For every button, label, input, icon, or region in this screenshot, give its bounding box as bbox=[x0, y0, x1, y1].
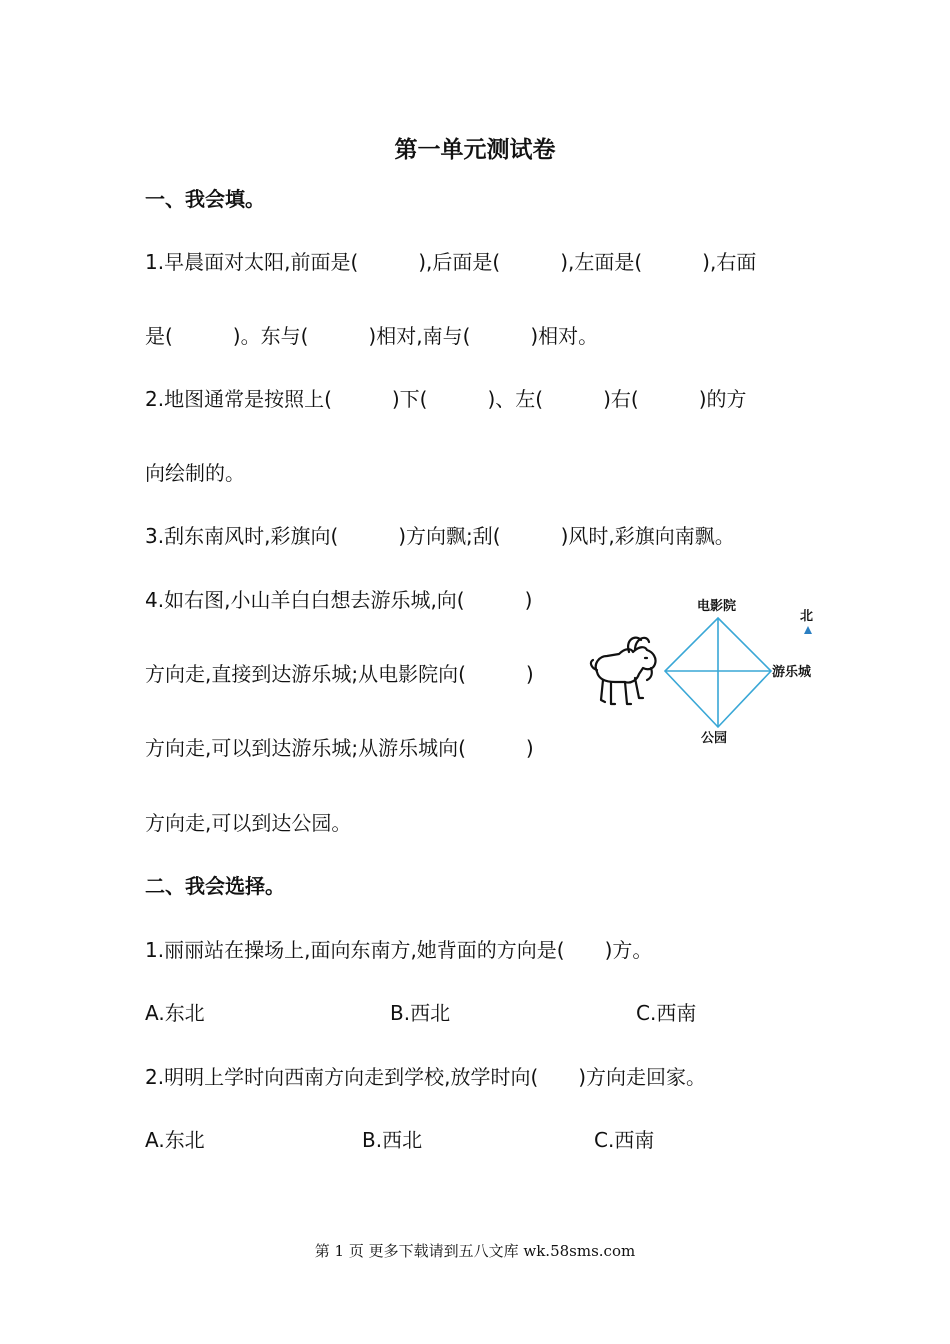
q4-line4: 方向走,可以到达公园。 bbox=[145, 811, 352, 835]
north-arrow-icon bbox=[804, 626, 812, 634]
choice-q1-option-b: B.西北 bbox=[390, 1001, 451, 1025]
section2-heading: 二、我会选择。 bbox=[145, 874, 285, 898]
label-amusement-park: 游乐城 bbox=[772, 665, 812, 680]
choice-q2-option-a: A.东北 bbox=[145, 1128, 205, 1152]
q1-line1: 1.早晨面对太阳,前面是( ),后面是( ),左面是( ),右面 bbox=[145, 250, 757, 274]
q3-line1: 3.刮东南风时,彩旗向( )方向飘;刮( )风时,彩旗向南飘。 bbox=[145, 524, 735, 548]
page-title: 第一单元测试卷 bbox=[394, 136, 556, 163]
label-park: 公园 bbox=[701, 731, 728, 746]
direction-diagram bbox=[585, 590, 825, 750]
label-cinema: 电影院 bbox=[697, 599, 737, 614]
choice-q2: 2.明明上学时向西南方向走到学校,放学时向( )方向走回家。 bbox=[145, 1065, 707, 1089]
q4-line1: 4.如右图,小山羊白白想去游乐城,向( ) bbox=[145, 588, 533, 612]
page-footer: 第 1 页 更多下载请到五八文库 wk.58sms.com bbox=[314, 1242, 636, 1260]
q2-line1: 2.地图通常是按照上( )下( )、左( )右( )的方 bbox=[145, 387, 747, 411]
label-north: 北 bbox=[800, 609, 814, 624]
q2-line2: 向绘制的。 bbox=[145, 461, 245, 485]
q4-line2: 方向走,直接到达游乐城;从电影院向( ) bbox=[145, 662, 534, 686]
goat-icon bbox=[591, 638, 656, 704]
choice-q2-option-b: B.西北 bbox=[362, 1128, 423, 1152]
choice-q2-option-c: C.西南 bbox=[594, 1128, 655, 1152]
choice-q1-option-a: A.东北 bbox=[145, 1001, 205, 1025]
map-rhombus bbox=[665, 618, 771, 727]
choice-q1-option-c: C.西南 bbox=[636, 1001, 697, 1025]
q4-line3: 方向走,可以到达游乐城;从游乐城向( ) bbox=[145, 736, 534, 760]
q1-line2: 是( )。东与( )相对,南与( )相对。 bbox=[145, 324, 599, 348]
section1-heading: 一、我会填。 bbox=[145, 187, 265, 211]
choice-q1: 1.丽丽站在操场上,面向东南方,她背面的方向是( )方。 bbox=[145, 938, 653, 962]
